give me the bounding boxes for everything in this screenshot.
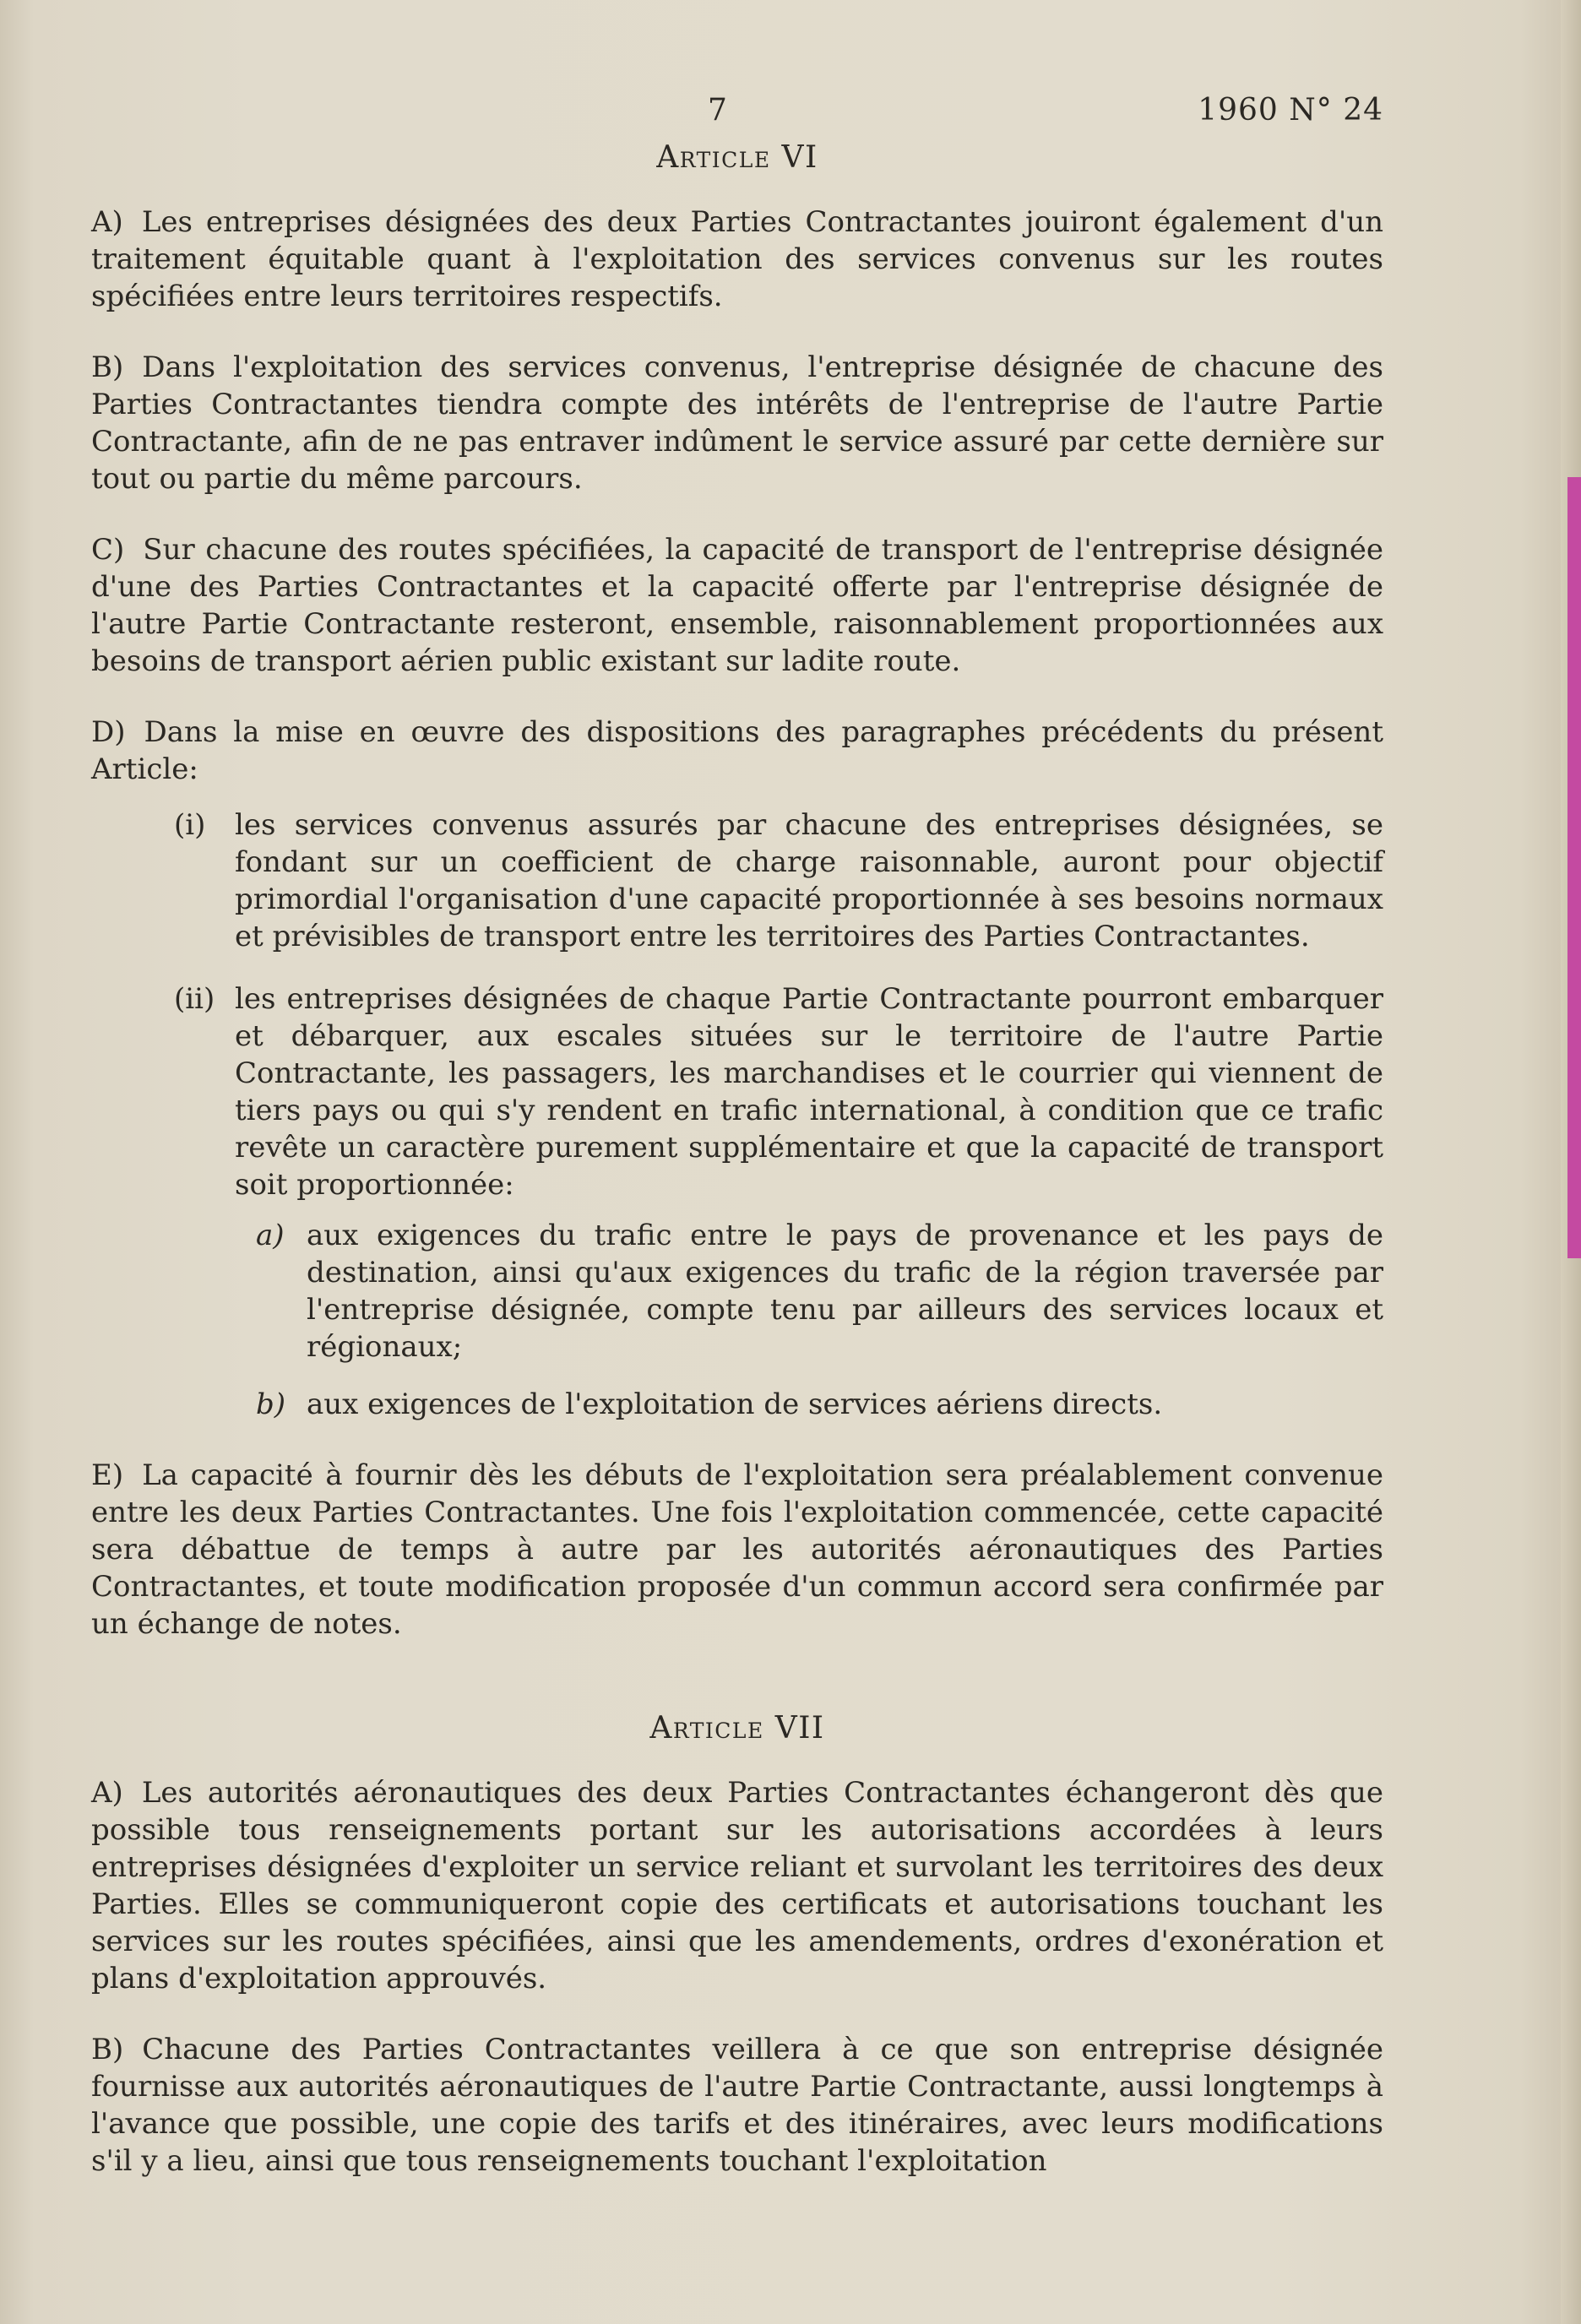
- subparagraph-text: les services convenus assurés par chacune des entreprises désignées, se fondant sur un coefficient de charge raisonnable, auront pour objectif primordial l'organisation d'une capacité proportionnée à ses besoins normaux et prévisibles de transport entre les territoires des Parties Contractantes.: [235, 808, 1383, 953]
- magenta-edge-marker: [1567, 477, 1581, 1258]
- paragraph-text: Sur chacune des routes spécifiées, la capacité de transport de l'entreprise désignée d'une des Parties Contractantes et la capacité offerte par l'entreprise désignée de l'autre Partie Contractante resteront, ensemble, raisonnablement proportionnées aux besoins de transport aérien public existant sur ladite route.: [91, 533, 1383, 678]
- paragraph-label: A): [91, 205, 123, 239]
- item-label: a): [256, 1219, 285, 1252]
- paragraph-label: B): [91, 350, 124, 384]
- subparagraph-label: (ii): [174, 982, 215, 1016]
- paragraph-text: Les autorités aéronautiques des deux Parties Contractantes échangeront dès que possible tous renseignements portant sur les autorisations accordées à leurs entreprises désignées d'exploiter un service reliant et survolant les territoires des deux Parties. Elles se communiqueront copie des certificats et autorisations touchant les services sur les routes spécifiées, ainsi que les amendements, ordres d'exonération et plans d'exploitation approuvés.: [91, 1776, 1383, 1995]
- item-b: [91, 1386, 1383, 1423]
- paragraph-text: Chacune des Parties Contractantes veillera à ce que son entreprise désignée fournisse aux autorités aéronautiques de l'autre Partie Contractante, aussi longtemps à l'avance que possible, une copie des tarifs et des itinéraires, avec leurs modifications s'il y a lieu, ainsi que tous renseignements touchant l'exploitation: [91, 2033, 1383, 2178]
- paragraph-text: Dans l'exploitation des services convenus, l'entreprise désignée de chacune des Parties Contractantes tiendra compte des intérêts de l'entreprise de l'autre Partie Contractante, afin de ne pas entraver indûment le service assuré par cette dernière sur tout ou partie du même parcours.: [91, 350, 1383, 496]
- paragraph-label: A): [91, 1776, 123, 1810]
- article-vii-paragraph-b: [91, 2031, 1383, 2180]
- item-label: b): [256, 1387, 286, 1421]
- article-vi-paragraph-a: [91, 204, 1383, 315]
- article-vii-heading: Article VII: [649, 1711, 825, 1746]
- page-header: [91, 80, 1383, 139]
- article-vi-paragraph-d: [91, 714, 1383, 788]
- item-text: aux exigences du trafic entre le pays de provenance et les pays de destination, ainsi qu'aux exigences du trafic de la région traversée par l'entreprise désignée, compte tenu par ailleurs des services locaux et régionaux;: [307, 1219, 1383, 1364]
- subparagraph-ii: [91, 980, 1383, 1203]
- journal-reference: 1960 N° 24: [1198, 93, 1383, 128]
- paragraph-label: B): [91, 2033, 124, 2066]
- article-vii-paragraph-a: [91, 1774, 1383, 1997]
- article-vi-heading: Article VI: [656, 140, 818, 175]
- paragraph-text: Dans la mise en œuvre des dispositions des paragraphes précédents du présent Article:: [91, 715, 1383, 786]
- article-vi-paragraph-e: [91, 1457, 1383, 1643]
- paragraph-label: D): [91, 715, 126, 749]
- subparagraph-i: [91, 806, 1383, 955]
- article-vi-paragraph-b: [91, 349, 1383, 497]
- document-body: [91, 80, 1383, 2213]
- page-number: 7: [708, 93, 727, 128]
- item-a: [91, 1217, 1383, 1366]
- item-text: aux exigences de l'exploitation de services aériens directs.: [307, 1387, 1163, 1421]
- paragraph-label: C): [91, 533, 125, 567]
- subparagraph-text: les entreprises désignées de chaque Partie Contractante pourront embarquer et débarquer, aux escales situées sur le territoire de l'autre Partie Contractante, les passagers, les marchandises et le courrier qui viennent de tiers pays ou qui s'y rendent en trafic international, à condition que ce trafic revête un caractère purement supplémentaire et que la capacité de transport soit proportionnée:: [235, 982, 1383, 1202]
- paragraph-label: E): [91, 1458, 124, 1492]
- paragraph-text: La capacité à fournir dès les débuts de l'exploitation sera préalablement convenue entre les deux Parties Contractantes. Une fois l'exploitation commencée, cette capacité sera débattue de temps à autre par les autorités aéronautiques des Parties Contractantes, et toute modification proposée d'un commun accord sera confirmée par un échange de notes.: [91, 1458, 1383, 1641]
- subparagraph-label: (i): [174, 808, 206, 842]
- article-vi-paragraph-c: [91, 531, 1383, 680]
- paragraph-text: Les entreprises désignées des deux Parties Contractantes jouiront également d'un traitement équitable quant à l'exploitation des services convenus sur les routes spécifiées entre leurs territoires respectifs.: [91, 205, 1383, 313]
